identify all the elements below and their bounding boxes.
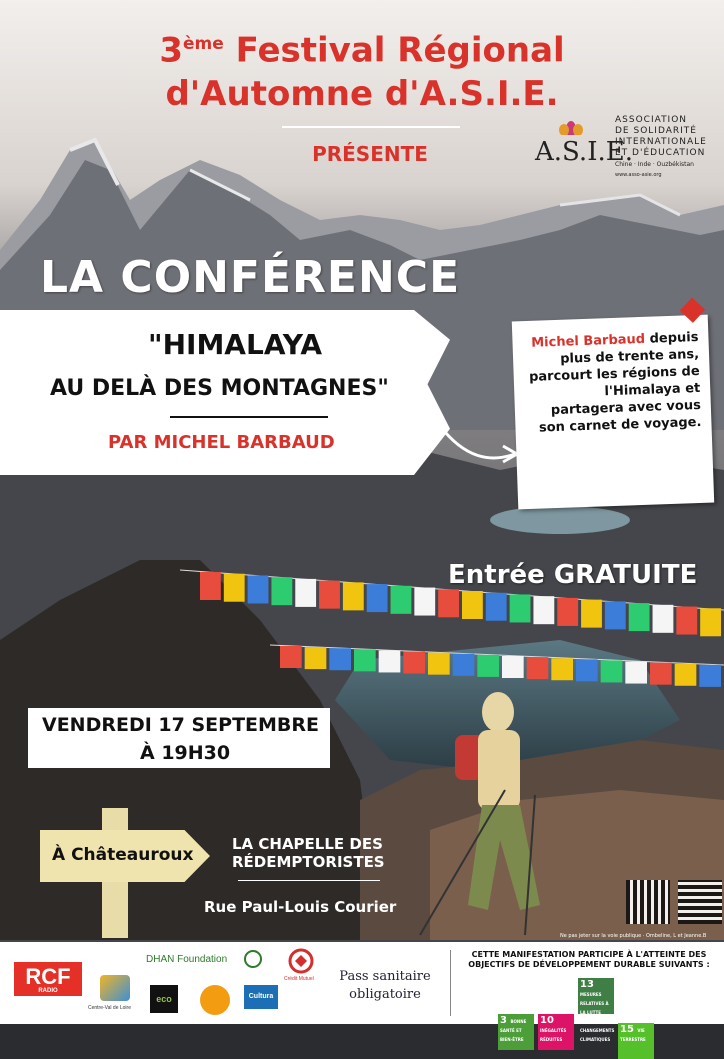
prayer-flag bbox=[605, 601, 626, 629]
header-divider bbox=[282, 126, 460, 128]
prayer-flag bbox=[676, 607, 697, 635]
conference-heading: LA CONFÉRENCE bbox=[40, 252, 461, 303]
prayer-flag bbox=[527, 657, 549, 679]
sdg-label: BONNE SANTÉ ET BIEN-ÊTRE bbox=[500, 1019, 527, 1042]
sdg-number: 15 bbox=[620, 1024, 638, 1035]
pass-line2: obligatoire bbox=[349, 987, 421, 1002]
prayer-flag bbox=[438, 589, 459, 617]
speaker-byline: PAR MICHEL BARBAUD bbox=[108, 432, 335, 453]
credit-text: Ne pas jeter sur la voie publique · Ombeline, L et Jeanne.B bbox=[560, 933, 707, 939]
prayer-flag bbox=[700, 608, 721, 636]
pass-sanitaire bbox=[330, 968, 440, 1004]
prayer-flag bbox=[391, 586, 412, 614]
sdg-15-icon bbox=[618, 1023, 654, 1059]
date-line2: À 19H30 bbox=[140, 742, 231, 764]
prayer-flag bbox=[629, 603, 650, 631]
footer-separator bbox=[450, 950, 451, 1016]
sdg-13-icon bbox=[578, 978, 615, 1042]
prayer-flag bbox=[354, 649, 376, 671]
festival-title-line1: Festival Régional bbox=[223, 30, 565, 71]
asie-url: www.asso-asie.org bbox=[615, 172, 662, 178]
eco-logo-text: eco bbox=[156, 994, 172, 1004]
sdg-statement: CETTE MANIFESTATION PARTICIPE À L'ATTEINTE DES OBJECTIFS DE DÉVELOPPEMENT DURABLE SUIVANTS : bbox=[468, 950, 710, 969]
sdg-label: VIE TERRESTRE bbox=[620, 1028, 646, 1042]
sdg-label: MESURES RELATIVES À LA LUTTE CONTRE LES CHANGEMENTS CLIMATIQUES bbox=[580, 992, 615, 1042]
asie-name bbox=[615, 115, 707, 181]
prayer-flag bbox=[533, 596, 554, 624]
orange-logo bbox=[200, 985, 230, 1015]
asie-mark: A.S.I.E. bbox=[535, 137, 633, 167]
festival-title bbox=[60, 22, 664, 116]
venue-name-line1: LA CHAPELLE DES bbox=[232, 835, 383, 853]
asie-line-2: DE SOLIDARITÉ bbox=[615, 126, 697, 136]
asie-line-4: ET D'ÉDUCATION bbox=[615, 148, 706, 158]
dhan-logo: DHAN Foundation bbox=[146, 954, 228, 965]
rcf-logo-sub: RADIO bbox=[38, 988, 58, 994]
prayer-flag bbox=[343, 582, 364, 610]
cultura-logo-text: Cultura bbox=[248, 993, 274, 1000]
prayer-flag bbox=[653, 605, 674, 633]
prayer-flag bbox=[551, 658, 573, 680]
prayer-flag bbox=[329, 648, 351, 670]
speaker-name: Michel Barbaud bbox=[530, 331, 646, 351]
prayer-flag bbox=[414, 588, 435, 616]
prayer-flag bbox=[403, 652, 425, 674]
prayer-flag bbox=[200, 572, 221, 600]
credit-mutuel-logo bbox=[288, 948, 314, 974]
city-label: À Châteauroux bbox=[52, 845, 194, 865]
prayer-flag bbox=[280, 646, 302, 668]
prayer-flag bbox=[502, 656, 524, 678]
asie-countries: Chine · Inde · Ouzbékistan bbox=[615, 161, 694, 168]
prayer-flag bbox=[486, 593, 507, 621]
free-entry-label: Entrée GRATUITE bbox=[448, 560, 698, 590]
prayer-flag bbox=[367, 584, 388, 612]
arrow-icon bbox=[435, 418, 525, 468]
prayer-flag bbox=[295, 579, 316, 607]
prayer-flag bbox=[305, 647, 327, 669]
rcf-logo-text: RCF bbox=[25, 964, 71, 989]
asie-logo bbox=[535, 115, 720, 190]
prayer-flag bbox=[453, 654, 475, 676]
prayer-flag bbox=[675, 664, 697, 686]
prayer-flag bbox=[379, 650, 401, 672]
prayer-flag bbox=[428, 653, 450, 675]
lotus-icon bbox=[557, 119, 585, 135]
conference-title-line1: "HIMALAYA bbox=[148, 328, 323, 361]
prayer-flag bbox=[271, 577, 292, 605]
centre-val-de-loire-logo bbox=[100, 975, 130, 1001]
sdg-icons bbox=[498, 978, 658, 1059]
speaker-description: depuis plus de trente ans, parcourt les régions de l'Himalaya et partagera avec vous son carnet de voyage. bbox=[528, 329, 702, 436]
asie-line-1: ASSOCIATION bbox=[615, 115, 688, 125]
dhan-logo-mark bbox=[244, 950, 262, 968]
venue-street: Rue Paul-Louis Courier bbox=[204, 898, 397, 916]
credit-mutuel-label: Crédit Mutuel bbox=[284, 976, 314, 982]
centre-val-de-loire-label: Centre-Val de Loire bbox=[88, 1005, 131, 1011]
sdg-10-icon bbox=[538, 1014, 574, 1050]
qr-code-2[interactable] bbox=[678, 880, 722, 924]
prayer-flag bbox=[699, 665, 721, 687]
sdg-3-icon bbox=[498, 1014, 534, 1050]
eco-logo bbox=[150, 985, 178, 1013]
festival-ordinal: ème bbox=[183, 34, 224, 54]
sdg-label: INÉGALITÉS RÉDUITES bbox=[540, 1028, 567, 1042]
pass-line1: Pass sanitaire bbox=[339, 969, 431, 984]
festival-number: 3 bbox=[159, 30, 183, 71]
asie-line-3: INTERNATIONALE bbox=[615, 137, 707, 147]
date-line1: VENDREDI 17 SEPTEMBRE bbox=[42, 714, 320, 736]
venue-divider bbox=[238, 880, 380, 881]
prayer-flag bbox=[477, 655, 499, 677]
conference-title-line2: AU DELÀ DES MONTAGNES" bbox=[50, 376, 389, 401]
sdg-number: 10 bbox=[540, 1015, 554, 1026]
festival-title-line2: d'Automne d'A.S.I.E. bbox=[165, 74, 559, 115]
cultura-logo bbox=[244, 985, 278, 1009]
venue-name-line2: RÉDEMPTORISTES bbox=[232, 853, 385, 871]
prayer-flag bbox=[650, 663, 672, 685]
rcf-logo bbox=[14, 962, 82, 996]
prayer-flag bbox=[224, 574, 245, 602]
sdg-number: 3 bbox=[500, 1015, 511, 1026]
prayer-flag bbox=[248, 575, 269, 603]
speaker-note-text bbox=[512, 315, 712, 438]
prayer-flag bbox=[462, 591, 483, 619]
presente-label: PRÉSENTE bbox=[312, 142, 428, 166]
prayer-flag bbox=[557, 598, 578, 626]
prayer-flag bbox=[319, 581, 340, 609]
prayer-flag bbox=[581, 600, 602, 628]
prayer-flag bbox=[510, 594, 531, 622]
title-divider bbox=[170, 416, 328, 418]
prayer-flag bbox=[576, 659, 598, 681]
prayer-flag bbox=[601, 660, 623, 682]
qr-code-1[interactable] bbox=[626, 880, 670, 924]
sdg-number: 13 bbox=[580, 979, 594, 990]
prayer-flag bbox=[625, 662, 647, 684]
speaker-note-card bbox=[512, 315, 714, 510]
venue-name bbox=[232, 835, 385, 871]
